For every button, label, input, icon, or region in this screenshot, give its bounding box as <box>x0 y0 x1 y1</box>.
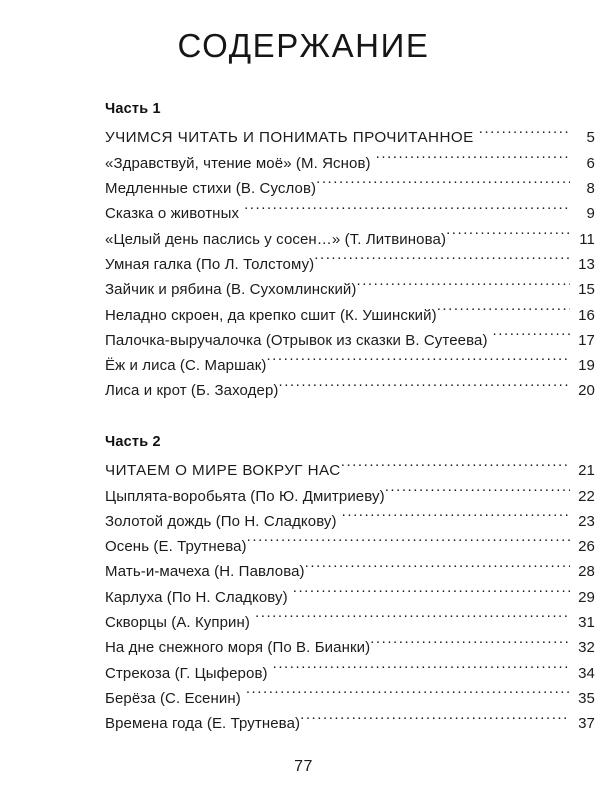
toc-entry-title: Стрекоза (Г. Цыферов) <box>105 664 268 682</box>
toc-entry-title: Цыплята-воробьята (По Ю. Дмитриеву) <box>105 487 385 505</box>
dot-leader <box>493 330 570 345</box>
toc-entry-title: «Здравствуй, чтение моё» (М. Яснов) <box>105 154 371 172</box>
toc-section-heading-1[interactable] <box>105 125 595 150</box>
dot-leader <box>316 178 570 193</box>
toc-entry[interactable] <box>105 252 595 277</box>
toc-entry-page: 17 <box>578 331 595 349</box>
toc-entry-page: 13 <box>578 255 595 273</box>
toc-entry[interactable] <box>105 176 595 201</box>
toc-entry-page: 32 <box>578 639 595 657</box>
toc-entry-page: 5 <box>586 129 595 147</box>
toc-entry-title: Скворцы (А. Куприн) <box>105 613 251 631</box>
toc-entry-page: 9 <box>586 205 595 223</box>
dot-leader <box>300 713 570 728</box>
dot-leader <box>293 587 570 602</box>
toc-entry[interactable] <box>105 534 595 559</box>
toc-entry-title: ЧИТАЕМ О МИРЕ ВОКРУГ НАС <box>105 462 341 480</box>
toc-entry-title: На дне снежного моря (По В. Бианки) <box>105 639 371 657</box>
toc-entry-title: Лиса и крот (Б. Заходер) <box>105 382 279 400</box>
toc-entry-page: 31 <box>578 613 595 631</box>
dot-leader <box>341 460 570 475</box>
toc-entry-title: Берёза (С. Есенин) <box>105 689 241 707</box>
toc-entry[interactable] <box>105 711 595 736</box>
toc-entry-page: 28 <box>578 563 595 581</box>
part-block-2 <box>105 435 595 737</box>
toc-entry[interactable] <box>105 277 595 302</box>
toc-entry[interactable] <box>105 227 595 252</box>
dot-leader <box>376 153 570 168</box>
dot-leader <box>266 355 570 370</box>
toc-content <box>0 102 607 737</box>
toc-entry-page: 8 <box>586 180 595 198</box>
toc-entry-page: 34 <box>578 664 595 682</box>
toc-entry[interactable] <box>105 686 595 711</box>
page-folio-number: 77 <box>294 758 313 775</box>
toc-entry[interactable] <box>105 328 595 353</box>
part-label-1: Часть 1 <box>105 100 161 117</box>
toc-entry-title: «Целый день паслись у сосен…» (Т. Литвинова) <box>105 230 447 248</box>
toc-entry-title: Времена года (Е. Трутнева) <box>105 715 301 733</box>
toc-entry-title: Сказка о животных <box>105 205 240 223</box>
toc-entry-page: 11 <box>579 230 595 248</box>
toc-entry-page: 21 <box>578 462 595 480</box>
toc-entry-title: Неладно скроен, да крепко сшит (К. Ушинский) <box>105 306 437 324</box>
toc-entry[interactable] <box>105 484 595 509</box>
toc-entry-title: Зайчик и рябина (В. Сухомлинский) <box>105 281 357 299</box>
toc-entry-title: Золотой дождь (По Н. Сладкову) <box>105 512 337 530</box>
toc-entry-title: Мать-и-мачеха (Н. Павлова) <box>105 563 305 581</box>
toc-entry[interactable] <box>105 151 595 176</box>
dot-leader <box>247 536 570 551</box>
dot-leader <box>357 279 571 294</box>
toc-entry-title: Палочка-выручалочка (Отрывок из сказки В. Сутеева) <box>105 331 488 349</box>
toc-entry[interactable] <box>105 610 595 635</box>
toc-entry[interactable] <box>105 661 595 686</box>
toc-entry-page: 26 <box>578 538 595 556</box>
dot-leader <box>385 486 570 501</box>
dot-leader <box>305 561 570 576</box>
toc-entry-title: Осень (Е. Трутнева) <box>105 538 247 556</box>
toc-entry[interactable] <box>105 201 595 226</box>
toc-entry-page: 29 <box>578 588 595 606</box>
dot-leader <box>279 380 571 395</box>
toc-entry-page: 23 <box>578 512 595 530</box>
toc-entry-title: УЧИМСЯ ЧИТАТЬ И ПОНИМАТЬ ПРОЧИТАННОЕ <box>105 129 474 147</box>
dot-leader <box>246 688 570 703</box>
dot-leader <box>314 254 570 269</box>
part-block-1 <box>105 102 595 404</box>
toc-entry[interactable] <box>105 378 595 403</box>
toc-entry[interactable] <box>105 509 595 534</box>
toc-entry-page: 6 <box>586 154 595 172</box>
toc-entry-title: Умная галка (По Л. Толстому) <box>105 255 315 273</box>
toc-entry-title: Ёж и лиса (С. Маршак) <box>105 357 267 375</box>
toc-entry[interactable] <box>105 635 595 660</box>
toc-entry-page: 20 <box>578 382 595 400</box>
dot-leader <box>255 612 570 627</box>
toc-entry[interactable] <box>105 303 595 328</box>
toc-entry[interactable] <box>105 585 595 610</box>
dot-leader <box>446 229 570 244</box>
dot-leader <box>370 637 570 652</box>
part-label-2: Часть 2 <box>105 433 161 450</box>
toc-entry-page: 22 <box>578 487 595 505</box>
toc-entry-title: Медленные стихи (В. Суслов) <box>105 180 317 198</box>
dot-leader <box>273 663 570 678</box>
dot-leader <box>342 511 570 526</box>
dot-leader <box>244 203 570 218</box>
toc-entry[interactable] <box>105 353 595 378</box>
dot-leader <box>479 127 570 142</box>
toc-entry-page: 19 <box>578 357 595 375</box>
toc-entry-page: 15 <box>578 281 595 299</box>
toc-entry-page: 37 <box>578 715 595 733</box>
dot-leader <box>437 305 570 320</box>
toc-entry-page: 16 <box>578 306 595 324</box>
toc-entry[interactable] <box>105 559 595 584</box>
toc-entry-title: Карлуха (По Н. Сладкову) <box>105 588 288 606</box>
toc-section-heading-2[interactable] <box>105 458 595 483</box>
toc-entry-page: 35 <box>578 689 595 707</box>
page-title: СОДЕРЖАНИЕ <box>177 27 430 64</box>
